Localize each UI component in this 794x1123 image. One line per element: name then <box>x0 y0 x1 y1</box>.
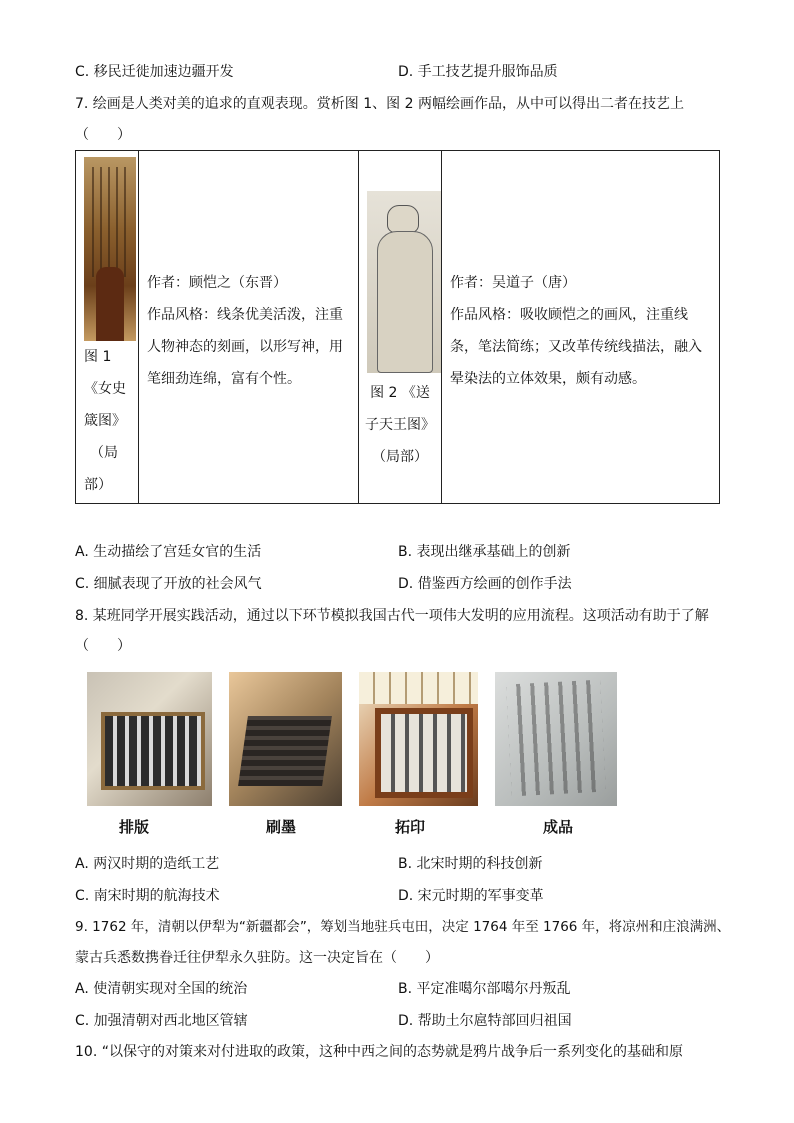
fig2-caption-line: （局部） <box>372 449 428 465</box>
typesetting-photo <box>87 672 212 806</box>
fig2-description-cell <box>442 151 720 504</box>
fig1-caption-line: 部） <box>84 477 112 493</box>
photo-label-typesetting: 排版 <box>119 818 150 836</box>
inking-photo <box>229 672 342 806</box>
fig2-painting-image <box>367 191 441 373</box>
photo-label-inking: 刷墨 <box>266 818 297 836</box>
fig1-style-line: 笔细劲连绵，富有个性。 <box>147 371 301 387</box>
fig2-style-line: 作品风格：吸收顾恺之的画风，注重线 <box>450 307 688 323</box>
q7-option-d: D. 借鉴西方绘画的创作手法 <box>398 576 572 592</box>
finished-print-photo <box>495 672 617 806</box>
fig1-caption-line: 箴图》 <box>84 413 126 429</box>
q7-stem: 7. 绘画是人类对美的追求的直观表现。赏析图 1、图 2 两幅绘画作品，从中可以得出二者在技艺上 <box>75 96 684 112</box>
fig2-style-line: 条，笔法简练；又改革传统线描法，融入 <box>450 339 702 355</box>
q6-option-d: D. 手工技艺提升服饰品质 <box>398 64 558 80</box>
q8-option-b: B. 北宋时期的科技创新 <box>398 856 543 872</box>
fig1-caption-line: （局 <box>90 445 118 461</box>
fig2-style-line: 晕染法的立体效果，颇有动感。 <box>450 371 646 387</box>
fig1-description-cell <box>139 151 359 504</box>
q9-option-c: C. 加强清朝对西北地区管辖 <box>75 1013 248 1029</box>
fig1-style-line: 作品风格：线条优美活泼，注重 <box>147 307 343 323</box>
printing-photo <box>359 672 478 806</box>
q7-option-c: C. 细腻表现了开放的社会风气 <box>75 576 262 592</box>
fig1-cell <box>76 151 139 504</box>
fig1-style-line: 人物神态的刻画，以形写神，用 <box>147 339 343 355</box>
q8-paren: （ ） <box>75 638 131 654</box>
q6-option-c: C. 移民迁徙加速边疆开发 <box>75 64 234 80</box>
q7-option-b: B. 表现出继承基础上的创新 <box>398 544 571 560</box>
q8-option-c: C. 南宋时期的航海技术 <box>75 888 220 904</box>
fig2-caption-line: 图 2 《送 <box>370 385 430 401</box>
q7-option-a: A. 生动描绘了宫廷女官的生活 <box>75 544 262 560</box>
q9-option-d: D. 帮助土尔扈特部回归祖国 <box>398 1013 572 1029</box>
q8-stem: 8. 某班同学开展实践活动，通过以下环节模拟我国古代一项伟大发明的应用流程。这项活动有助于了解 <box>75 608 709 624</box>
q9-stem-line1: 9. 1762 年，清朝以伊犁为“新疆都会”，筹划当地驻兵屯田，决定 1764 年至 1766 年，将凉州和庄浪满洲、 <box>75 919 731 935</box>
q10-stem: 10. “以保守的对策来对付进取的政策，这种中西之间的态势就是鸦片战争后一系列变化的基础和原 <box>75 1044 683 1060</box>
photo-label-finished: 成品 <box>543 818 574 836</box>
q7-comparison-table <box>75 150 720 504</box>
fig2-author: 作者：吴道子（唐） <box>450 275 576 291</box>
q9-option-b: B. 平定准噶尔部噶尔丹叛乱 <box>398 981 571 997</box>
fig2-cell <box>359 151 442 504</box>
fig1-painting-image <box>84 157 136 341</box>
q9-option-a: A. 使清朝实现对全国的统治 <box>75 981 248 997</box>
fig1-author: 作者：顾恺之（东晋） <box>147 275 287 291</box>
q7-paren: （ ） <box>75 127 131 143</box>
q8-option-d: D. 宋元时期的军事变革 <box>398 888 544 904</box>
q9-stem-line2: 蒙古兵悉数携眷迁往伊犁永久驻防。这一决定旨在（ ） <box>75 950 439 966</box>
fig2-caption-line: 子天王图》 <box>365 417 435 433</box>
fig1-caption-line: 图 1 <box>84 349 112 365</box>
photo-label-printing: 拓印 <box>395 818 426 836</box>
fig1-caption-line: 《女史 <box>84 381 126 397</box>
q8-option-a: A. 两汉时期的造纸工艺 <box>75 856 220 872</box>
